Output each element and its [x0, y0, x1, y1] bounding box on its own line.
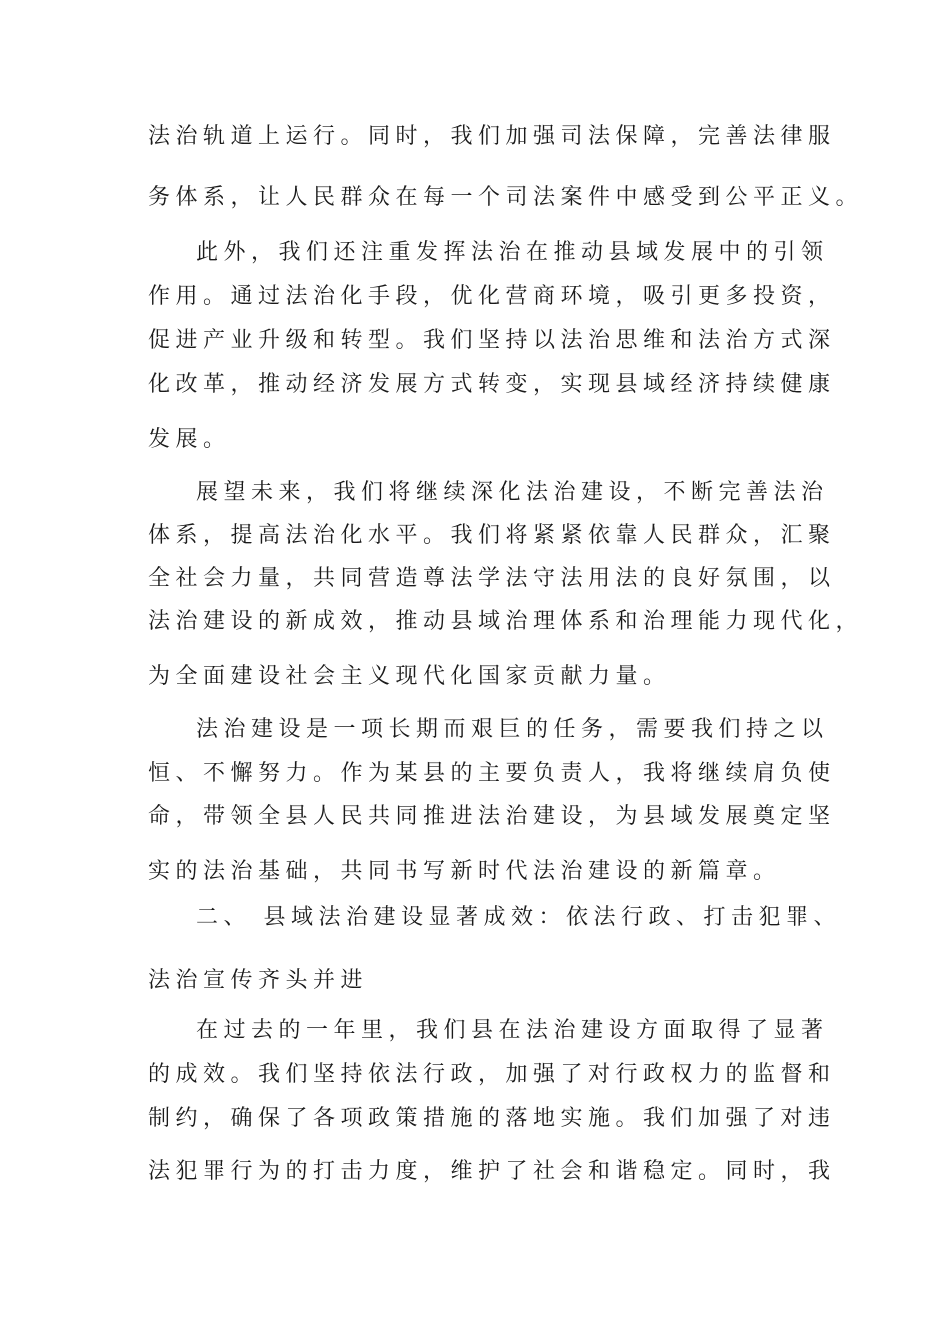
paragraph-line: 体系，提高法治化水平。我们将紧紧依靠人民群众，汇聚: [148, 523, 836, 548]
paragraph-line: 全社会力量，共同营造尊法学法守法用法的良好氛围，以: [148, 566, 836, 591]
paragraph-line: 此外，我们还注重发挥法治在推动县域发展中的引领: [196, 240, 829, 265]
paragraph-line: 促进产业升级和转型。我们坚持以法治思维和法治方式深: [148, 328, 836, 353]
paragraph-line: 实的法治基础，共同书写新时代法治建设的新篇章。: [148, 859, 781, 884]
paragraph-line: 发展。: [148, 427, 231, 452]
paragraph-line: 在过去的一年里，我们县在法治建设方面取得了显著: [196, 1018, 829, 1043]
paragraph-line: 法治轨道上运行。同时，我们加强司法保障，完善法律服: [148, 124, 836, 149]
paragraph-line: 制约，确保了各项政策措施的落地实施。我们加强了对违: [148, 1106, 836, 1131]
paragraph-line: 务体系，让人民群众在每一个司法案件中感受到公平正义。: [148, 185, 864, 210]
paragraph-line: 法治建设的新成效，推动县域治理体系和治理能力现代化，: [148, 609, 864, 634]
paragraph-line: 法犯罪行为的打击力度，维护了社会和谐稳定。同时，我: [148, 1159, 836, 1184]
section-heading: 二、 县域法治建设显著成效：依法行政、打击犯罪、: [196, 905, 841, 930]
paragraph-line: 命，带领全县人民共同推进法治建设，为县域发展奠定坚: [148, 804, 836, 829]
paragraph-line: 恒、不懈努力。作为某县的主要负责人，我将继续肩负使: [148, 761, 836, 786]
section-heading-continued: 法治宣传齐头并进: [148, 968, 369, 993]
paragraph-line: 法治建设是一项长期而艰巨的任务，需要我们持之以: [196, 717, 829, 742]
paragraph-line: 为全面建设社会主义现代化国家贡献力量。: [148, 664, 671, 689]
paragraph-line: 化改革，推动经济发展方式转变，实现县域经济持续健康: [148, 372, 836, 397]
paragraph-line: 展望未来，我们将继续深化法治建设，不断完善法治: [196, 480, 829, 505]
paragraph-line: 作用。通过法治化手段，优化营商环境，吸引更多投资，: [148, 284, 836, 309]
paragraph-line: 的成效。我们坚持依法行政，加强了对行政权力的监督和: [148, 1062, 836, 1087]
